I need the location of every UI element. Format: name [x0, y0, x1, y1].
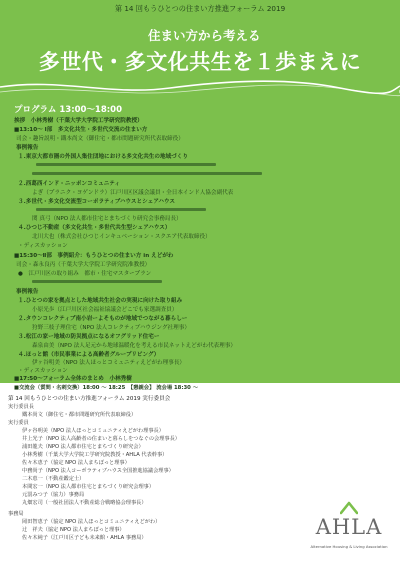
- program-title: プログラム 13:00〜18:00: [14, 105, 122, 115]
- part2-guest-bar: [32, 280, 162, 283]
- case7-speaker: 森泉由美（NPO 法人足元から地球温暖化を考える市民ネットえどがわ代表理事）: [32, 343, 236, 349]
- committee-title: 第 14 回もうひとつの住まい方推進フォーラム 2019 実行委員会: [8, 396, 171, 402]
- committee-member: 丸畑宏司（一般社団法人不動産総合戦略協会理事長）: [22, 500, 147, 506]
- logo-tagline: Alternative Housing & Living Association: [310, 544, 388, 549]
- case5-title: １.ひとつの家を拠点とした地域共生社会の実現に向けた取り組み: [18, 298, 183, 304]
- committee-section: [0, 383, 400, 571]
- case2-speaker: よぎ（プラニク・ヨゲンドラ）江戸川区区議会議員・全日本インド人協会副代表: [32, 190, 234, 196]
- case8-speaker: 伊ヶ谷明美（NPO 法人ほっとコミュニティえどがわ理事長）: [32, 360, 186, 366]
- committee-member: 元罰みつ子（協力）事務局: [22, 492, 85, 498]
- case6-title: ２.タウンコレクティブ南小岩ーよそものが地域でつながる暮らしー: [18, 316, 188, 322]
- case6-speaker: 狩野三枝子理住宅（NPO 法人コレクティブハウジング社理事）: [32, 325, 190, 331]
- committee-secretariat-member: 辻 祥夫（協定 NPO 法人まちぼっと理事）: [22, 527, 125, 533]
- part1-moderator: 司会・趣旨説明・鐵本尚文（御住宅・都市問題研究所代表取締役）: [16, 136, 184, 142]
- part2-cases-label: 事例報告: [16, 289, 39, 295]
- committee-chair: 鐵本尚文（御住宅・都市問題研究所代表取締役）: [22, 412, 137, 418]
- greeting-line: 挨拶 小林秀樹（千葉大学大学院工学研究院教授）: [14, 118, 143, 124]
- case8-title: ４.ほっと館（市民事業による高齢者グループリビング）: [18, 352, 160, 358]
- case1-subtitle-bar: [36, 163, 216, 166]
- committee-member: 二木恵一（不動産鑑定士）: [22, 476, 85, 482]
- forum-title: 第 14 回もうひとつの住まい方推進フォーラム 2019: [114, 4, 286, 13]
- part2-moderator: 司会・森永良丙（千葉大学大学院工学研究院准教授）: [16, 262, 151, 268]
- logo-name: AHLA: [315, 515, 383, 539]
- case1-speaker-bar: [32, 172, 262, 175]
- committee-members-role: 実行委員: [8, 420, 29, 426]
- case7-title: ３.松江の家ー地域の防災拠点になるオフグリッド住宅ー: [18, 334, 160, 340]
- discussion-2: ・ディスカッション: [18, 368, 68, 374]
- cases-label: 事例報告: [16, 145, 39, 151]
- committee-member: 浦田龍夫（NPO 法人都市住宅とまちづくり研究会）: [22, 444, 144, 450]
- wave-divider: [0, 76, 400, 98]
- main-title: 多世代・多文化共生を１歩まえに: [38, 50, 362, 74]
- committee-chair-role: 実行委員長: [8, 404, 34, 410]
- part1-header: ■13:10〜 Ⅰ部 多文化共生・多世代交流の住まい方: [14, 127, 148, 133]
- case2-title: ２.西葛西インド・ニッポンコミュニティ: [18, 181, 121, 187]
- committee-member: 小林秀樹（千葉大学大学院工学研究院教授・AHLA 代表幹事）: [22, 452, 168, 458]
- case4-speaker: 北川大也（株式会社ひつじインキュベーション・スクエア代表取締役）: [32, 234, 211, 240]
- case4-title: ４.ひつじ不動産（多文化共生・多世代共生型シェアハウス）: [18, 225, 171, 231]
- case1-title: １.東京大都市圏の外国人集住団地における多文化共生の地域づくり: [18, 154, 188, 160]
- networking-line: ■交流会（質問・名刺交換）18:00 〜 18:25 【懇親会】 流会場 18:30 〜: [14, 385, 198, 391]
- subtitle: 住まい方から考える: [148, 28, 261, 43]
- committee-secretariat-member: 佐々木純子（江戸川区子ども未来館・AHLA 事務局）: [22, 535, 147, 541]
- committee-member: 井上光子（NPO 法人高齢者の住まいと暮らしをつなぐの会理事長）: [22, 436, 180, 442]
- committee-member: 佐々木恵子（協定 NPO 法人まちぼっと理事）: [22, 460, 130, 466]
- house-roof-icon: [340, 501, 358, 515]
- committee-member: 中務尚子（NPO 法人コーポラティブハウス全国推進協議会理事）: [22, 468, 174, 474]
- part2-guest: ● 江戸川区の取り組み 都市・住宅マスタープラン: [18, 271, 152, 277]
- wrapup-line: ■17:50〜フォーラム全体のまとめ 小林秀樹: [14, 376, 132, 382]
- case3-speaker: 関 真弓（NPO 法人都市住宅とまちづくり研究会事務局長）: [32, 216, 182, 222]
- committee-member: 本間宏一（NPO 法人都市住宅とまちづくり研究会理事）: [22, 484, 155, 490]
- case3-title: ３.多世代・多文化交流型コーポラティブハウスとシェアハウス: [18, 199, 175, 205]
- part2-header: ■15:30〜Ⅱ部 事例紹介：もうひとつの住まい方 in えどがわ: [14, 253, 174, 259]
- committee-secretariat-member: 岡田智恵子（協定 NPO 法人ほっとコミュニティえどがわ）: [22, 519, 161, 525]
- case3-subtitle-bar: [36, 208, 206, 211]
- case5-speaker: 小原光歩（江戸川区社会福祉協議会どこでも家選調査員）: [32, 307, 178, 313]
- committee-secretariat-role: 事務局: [8, 511, 24, 517]
- discussion-1: ・ディスカッション: [18, 243, 68, 249]
- committee-member: 伊ヶ谷明美（NPO 法人ほっとコミュニティえどがわ理事長）: [22, 428, 164, 434]
- ahla-logo: [306, 501, 392, 561]
